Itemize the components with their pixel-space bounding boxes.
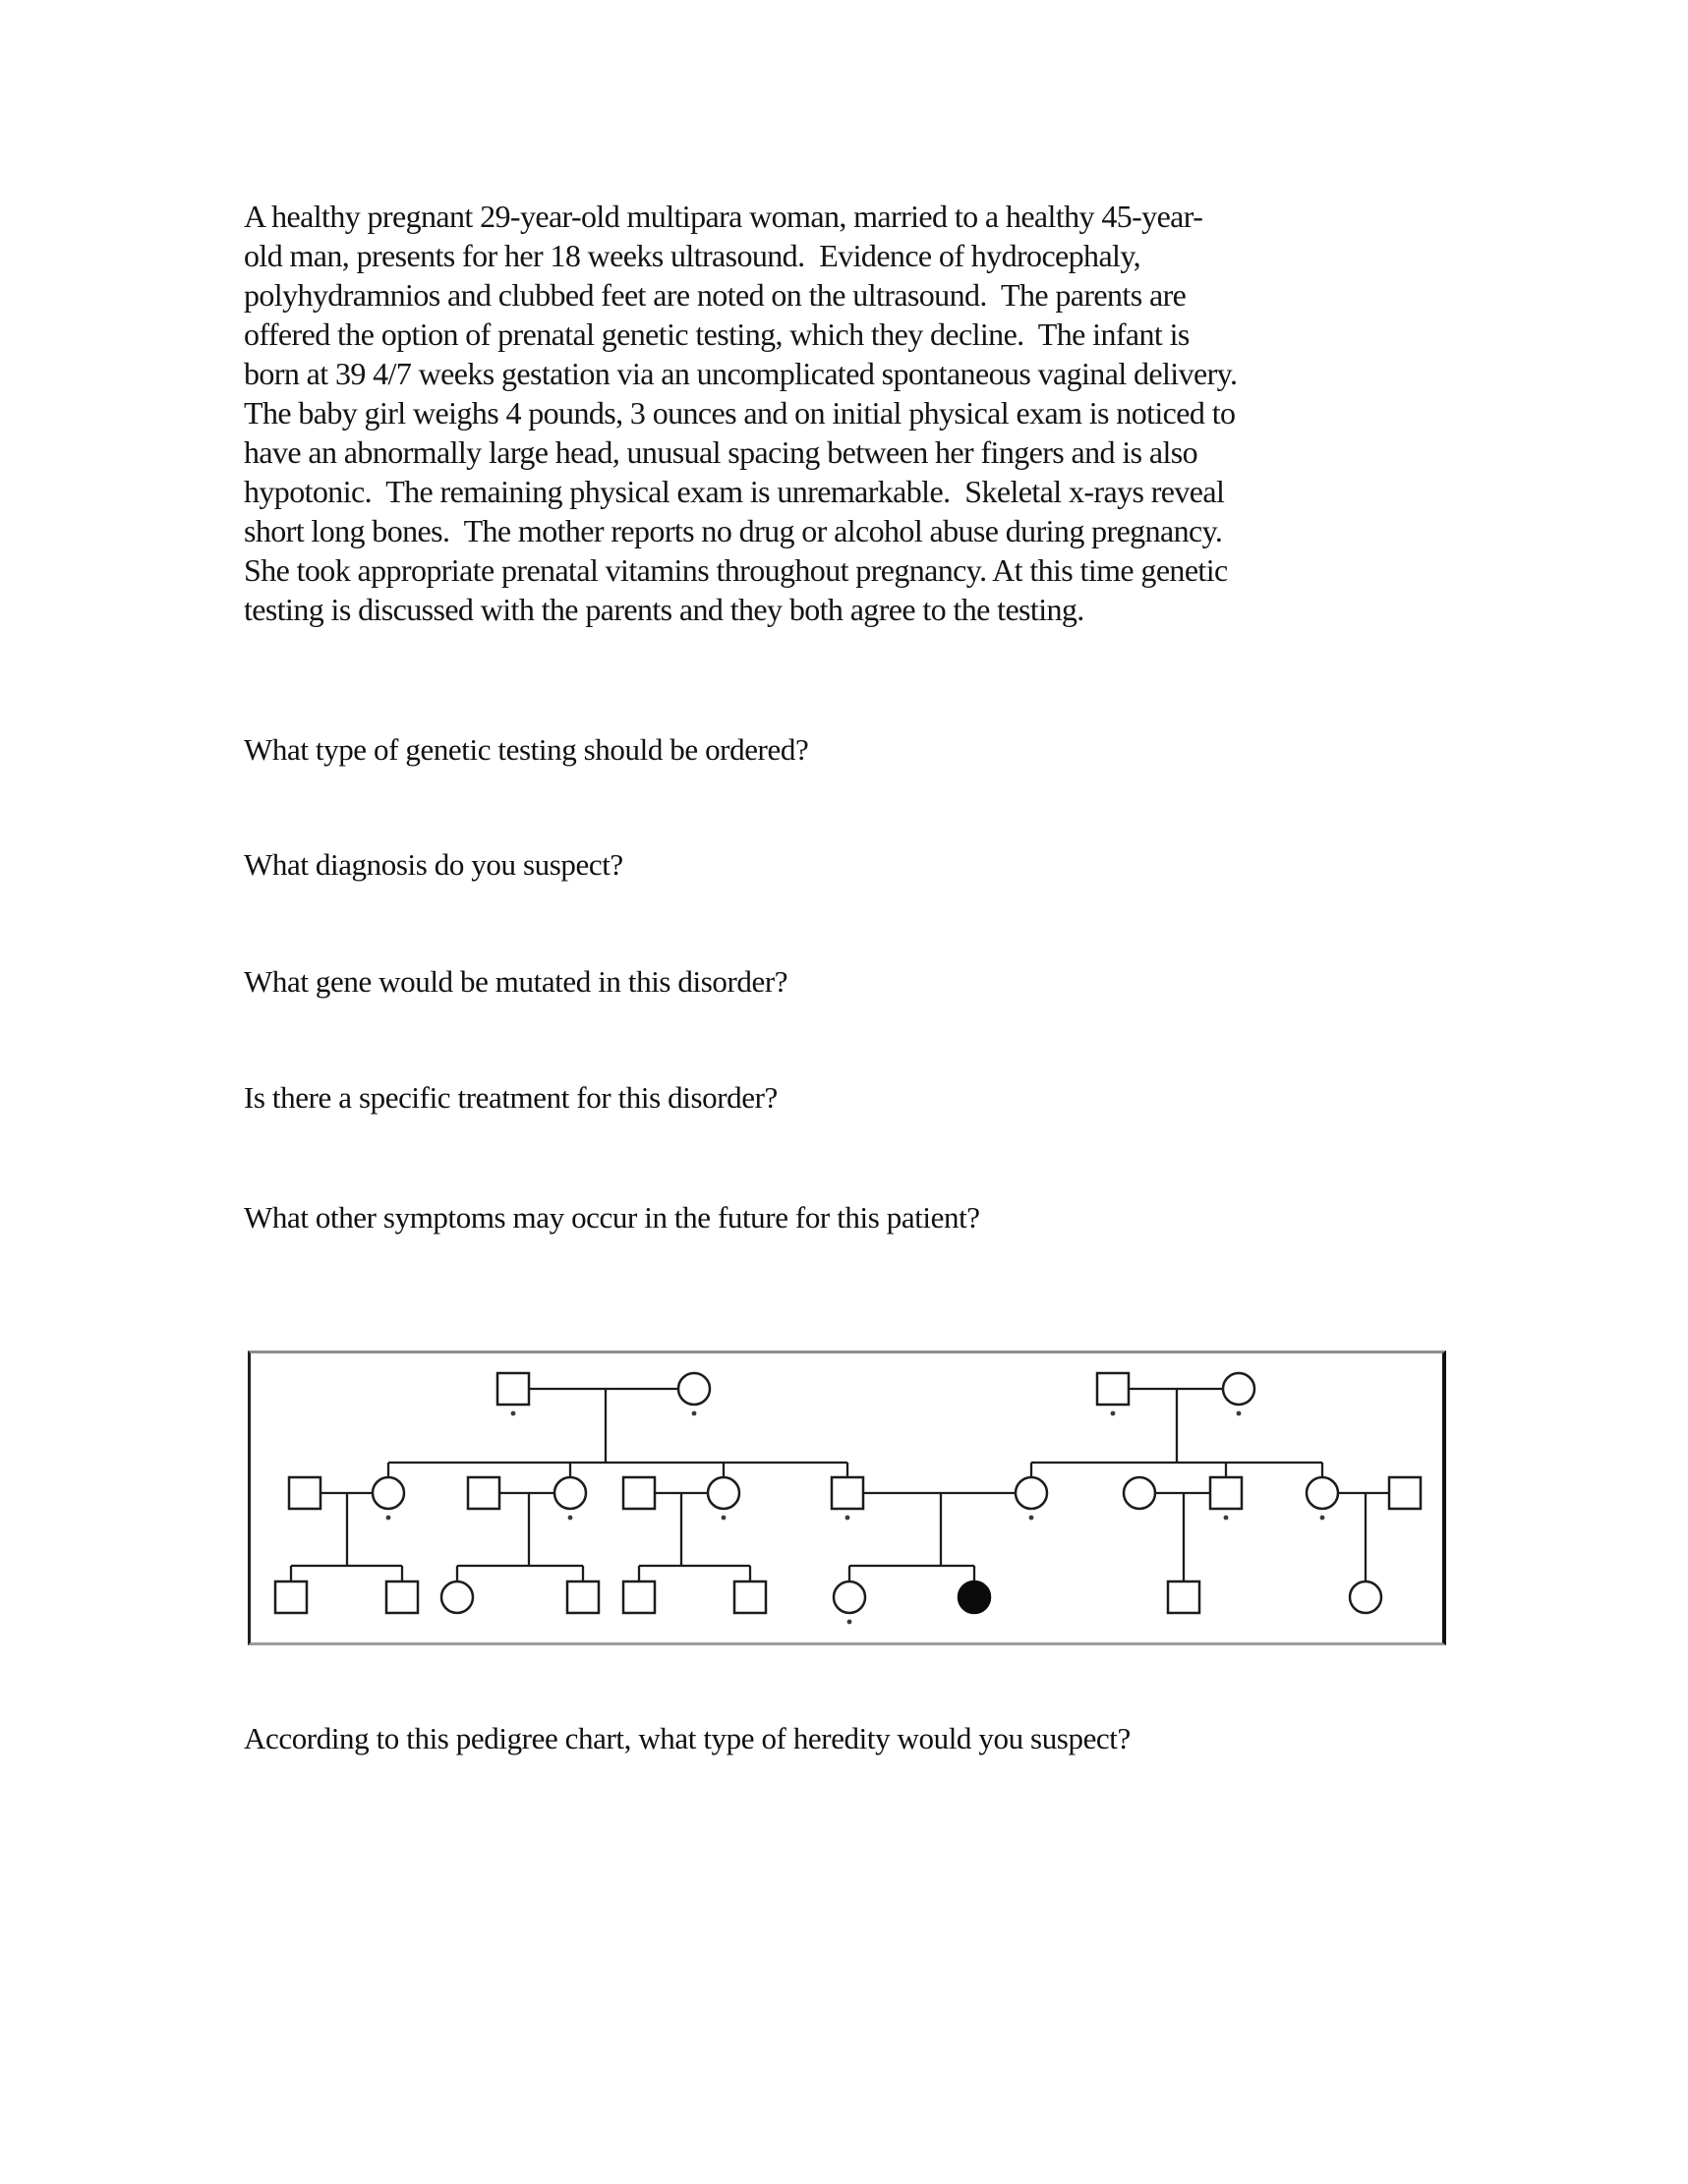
pedigree-question: According to this pedigree chart, what type of heredity would you suspect?: [244, 1721, 1131, 1755]
pedigree-III-1-male-unaffected: [275, 1581, 307, 1613]
case-text-line-5: born at 39 4/7 weeks gestation via an uncomplicated spontaneous vaginal delivery.: [244, 356, 1238, 391]
case-text-line-1: A healthy pregnant 29-year-old multipara woman, married to a healthy 45-year-: [244, 199, 1203, 234]
case-text-line-4: offered the option of prenatal genetic testing, which they decline. The infant is: [244, 316, 1190, 352]
pedigree-II-9-female-unaffected: [1124, 1477, 1155, 1509]
case-text-line-2: old man, presents for her 18 weeks ultrasound. Evidence of hydrocephaly,: [244, 238, 1141, 273]
case-text-line-6: The baby girl weighs 4 pounds, 3 ounces and on initial physical exam is noticed to: [244, 395, 1236, 431]
question-5: What other symptoms may occur in the future for this patient?: [244, 1200, 980, 1235]
pedigree-II-10-marker-dot: [1224, 1516, 1229, 1521]
pedigree-II-5-male-unaffected: [623, 1477, 655, 1509]
pedigree-I-3-male-unaffected: [1097, 1373, 1129, 1405]
pedigree-III-10-female-unaffected: [1350, 1581, 1381, 1613]
pedigree-III-9-male-unaffected: [1168, 1581, 1199, 1613]
pedigree-II-2-marker-dot: [386, 1516, 391, 1521]
pedigree-III-8-female-affected: [959, 1581, 990, 1613]
pedigree-II-12-male-unaffected: [1389, 1477, 1421, 1509]
pedigree-III-7-marker-dot: [847, 1620, 852, 1625]
pedigree-II-6-female-unaffected: [708, 1477, 739, 1509]
pedigree-I-2-female-unaffected: [678, 1373, 710, 1405]
pedigree-I-4-female-unaffected: [1223, 1373, 1254, 1405]
case-text-line-7: have an abnormally large head, unusual spacing between her fingers and is also: [244, 434, 1198, 470]
question-3: What gene would be mutated in this disorder?: [244, 964, 788, 999]
case-text-line-11: testing is discussed with the parents and they both agree to the testing.: [244, 592, 1084, 627]
pedigree-I-2-marker-dot: [692, 1411, 697, 1416]
pedigree-II-11-marker-dot: [1320, 1516, 1325, 1521]
pedigree-I-1-marker-dot: [511, 1411, 516, 1416]
pedigree-II-3-male-unaffected: [468, 1477, 499, 1509]
pedigree-III-3-female-unaffected: [441, 1581, 473, 1613]
pedigree-II-1-male-unaffected: [289, 1477, 320, 1509]
pedigree-I-4-marker-dot: [1237, 1411, 1242, 1416]
question-4: Is there a specific treatment for this disorder?: [244, 1080, 778, 1115]
pedigree-II-4-marker-dot: [568, 1516, 573, 1521]
case-text-line-3: polyhydramnios and clubbed feet are noted on the ultrasound. The parents are: [244, 277, 1187, 313]
pedigree-III-2-male-unaffected: [386, 1581, 418, 1613]
pedigree-III-6-male-unaffected: [734, 1581, 766, 1613]
case-description: [244, 197, 1463, 629]
question-1: What type of genetic testing should be ordered?: [244, 732, 809, 767]
pedigree-diagram: [251, 1353, 1442, 1642]
pedigree-II-4-female-unaffected: [554, 1477, 586, 1509]
pedigree-II-11-female-unaffected: [1307, 1477, 1338, 1509]
pedigree-II-10-male-unaffected: [1210, 1477, 1242, 1509]
pedigree-II-2-female-unaffected: [373, 1477, 404, 1509]
pedigree-I-1-male-unaffected: [497, 1373, 529, 1405]
pedigree-III-4-male-unaffected: [567, 1581, 599, 1613]
pedigree-II-8-marker-dot: [1029, 1516, 1034, 1521]
pedigree-II-7-marker-dot: [845, 1516, 850, 1521]
question-2: What diagnosis do you suspect?: [244, 847, 623, 882]
case-text-line-8: hypotonic. The remaining physical exam is unremarkable. Skeletal x-rays reveal: [244, 474, 1225, 509]
pedigree-I-3-marker-dot: [1111, 1411, 1116, 1416]
pedigree-III-7-female-unaffected: [834, 1581, 865, 1613]
pedigree-II-7-male-unaffected: [832, 1477, 863, 1509]
pedigree-II-8-female-unaffected: [1016, 1477, 1047, 1509]
case-text-line-9: short long bones. The mother reports no drug or alcohol abuse during pregnancy.: [244, 513, 1223, 548]
pedigree-III-5-male-unaffected: [623, 1581, 655, 1613]
pedigree-chart: [248, 1351, 1446, 1645]
case-text-line-10: She took appropriate prenatal vitamins throughout pregnancy. At this time genetic: [244, 552, 1228, 588]
pedigree-II-6-marker-dot: [722, 1516, 727, 1521]
